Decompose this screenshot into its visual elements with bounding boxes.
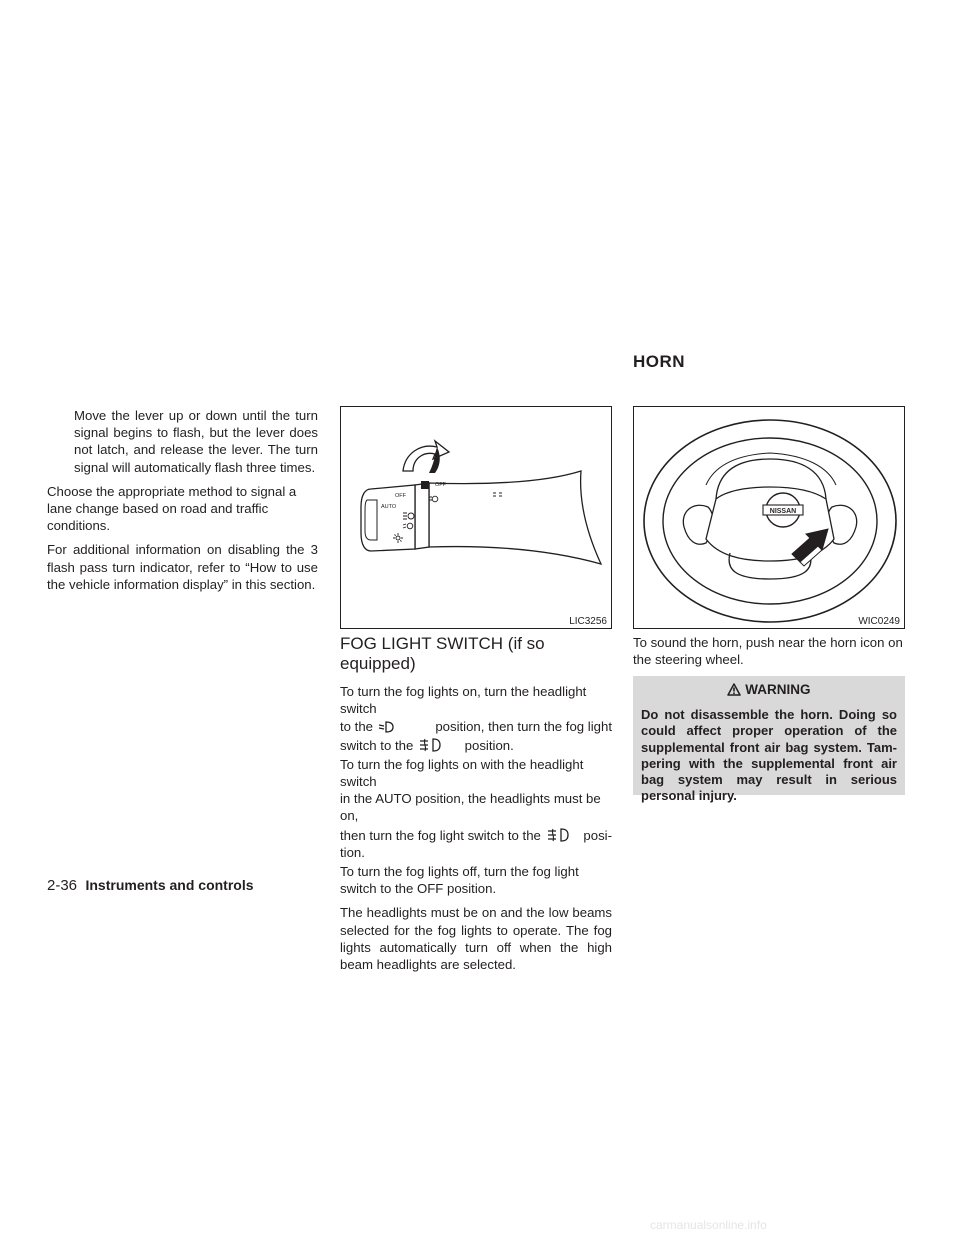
warning-box [633, 676, 905, 804]
fog-on-line-1: To turn the fog lights on, turn the headlight switch [340, 684, 587, 717]
figure-label-wic0249: WIC0249 [858, 616, 900, 627]
fog-auto-line-2: in the AUTO position, the headlights must be on, [340, 791, 601, 824]
fog-auto-line-1: To turn the fog lights on with the headlight switch [340, 756, 584, 790]
front-fog-light-icon [417, 738, 447, 752]
horn-heading: HORN [633, 352, 686, 371]
additional-info-paragraph: For additional information on disabling the 3 flash pass turn indicator, refer to “How to use the vehicle information display” in this section. [47, 542, 318, 592]
watermark-text: carmanualsonline.info [650, 1218, 767, 1232]
svg-text:NISSAN: NISSAN [769, 508, 797, 515]
fog-on-line-2: to the position, then turn the fog light [340, 719, 612, 735]
warning-triangle-icon [727, 683, 741, 696]
steering-wheel-illustration [634, 407, 904, 628]
fog-operation-paragraph: The headlights must be on and the low beams selected for the fog lights to operate. The fog lights automatically turn off when the high beam headlights are selected. [340, 905, 612, 973]
page-footer [47, 877, 254, 895]
svg-text:OFF: OFF [435, 482, 446, 488]
choose-method-paragraph: Choose the appropriate method to signal a lane change based on road and traffic conditions. [47, 483, 297, 534]
fog-light-heading: FOG LIGHT SWITCH (if so equipped) [340, 634, 545, 673]
fog-auto-line-4: tion. [340, 844, 365, 860]
figure-label-lic3256: LIC3256 [569, 616, 607, 627]
warning-title: WARNING [745, 682, 811, 697]
column-1 [47, 407, 318, 593]
fog-on-line-3: switch to the position. [340, 737, 514, 753]
turn-signal-instruction: Move the lever up or down until the turn signal begins to flash, but the lever does not latch, and release the lever. The turn signal will automatically flash three times. [74, 408, 318, 475]
svg-text:OFF: OFF [395, 493, 406, 499]
fog-light-section [340, 634, 612, 973]
warning-header [633, 676, 905, 702]
fog-off-paragraph: To turn the fog lights off, turn the fog light switch to the OFF position. [340, 864, 579, 897]
horn-figure [633, 406, 905, 629]
section-title: Instruments and controls [85, 877, 254, 893]
headlight-lever-illustration [341, 407, 611, 628]
page-number: 2-36 [47, 877, 78, 894]
low-beam-headlight-icon [377, 721, 395, 733]
warning-text: Do not disassemble the horn. Doing so could affect proper operation of the supplemental front air bag system. Tam-pering with the supplemental front air bag system may result in serious personal injury. [641, 707, 897, 804]
svg-text:AUTO: AUTO [381, 504, 397, 510]
horn-instruction: To sound the horn, push near the horn icon on the steering wheel. [633, 635, 903, 668]
lever-figure [340, 406, 612, 629]
front-fog-light-icon [545, 828, 575, 842]
fog-auto-line-3: then turn the fog light switch to the posi- [340, 827, 612, 843]
